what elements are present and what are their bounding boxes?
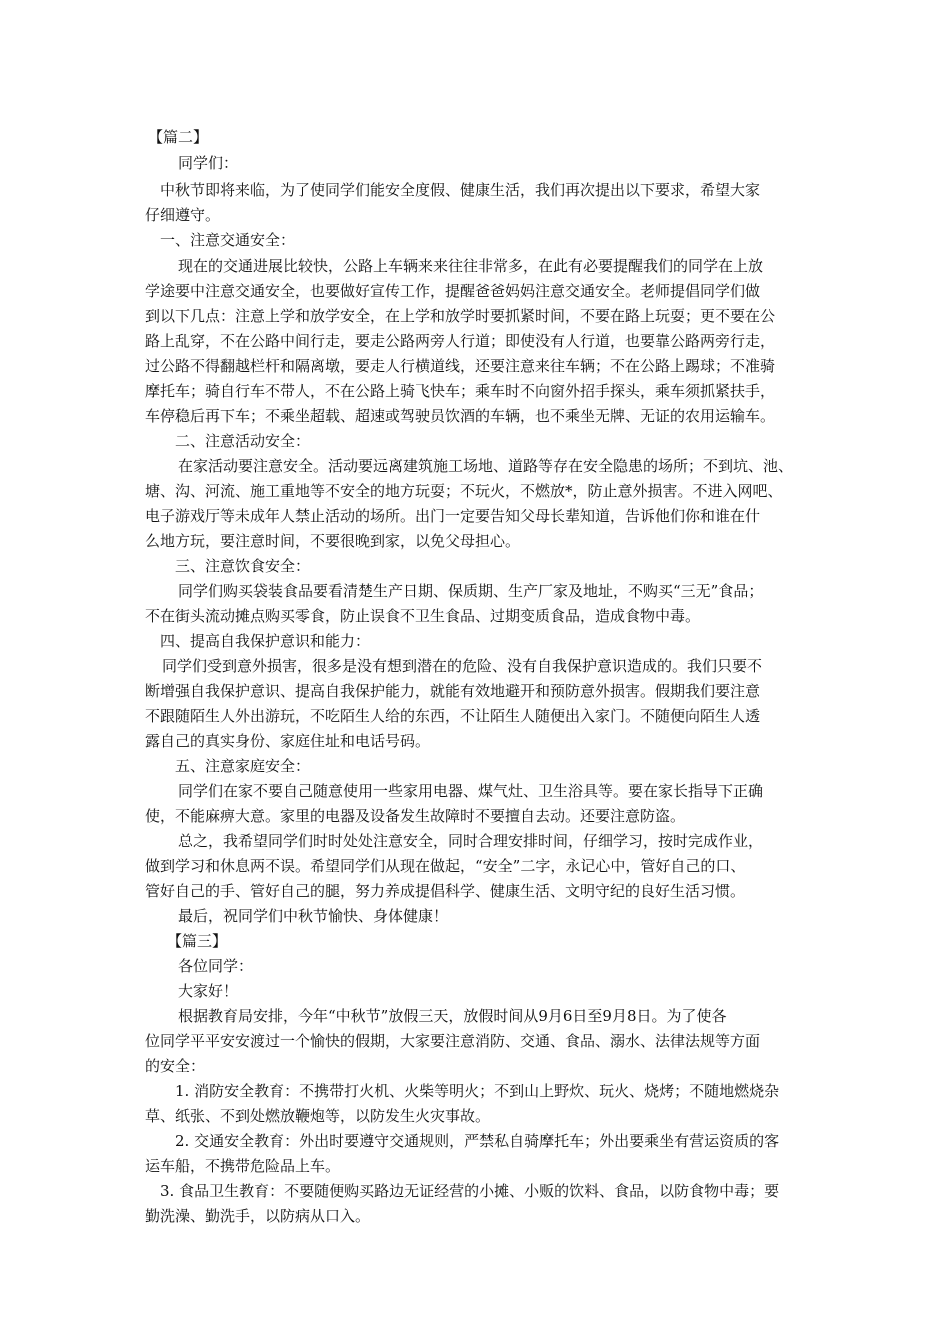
subheading: 二、注意活动安全： <box>175 432 311 450</box>
paragraph-line: 管好自己的手、管好自己的腿，努力养成提倡科学、健康生活、文明守纪的良好生活习惯。 <box>145 882 746 900</box>
paragraph-line: 位同学平平安安渡过一个愉快的假期，大家要注意消防、交通、食品、溺水、法律法规等方面 <box>145 1032 761 1050</box>
paragraph-line: 的安全： <box>145 1057 206 1075</box>
section-heading-2: 【篇二】 <box>148 128 209 146</box>
paragraph-line: 塘、沟、河流、施工重地等不安全的地方玩耍；不玩火，不燃放*，防止意外损害。不进入网吧、 <box>145 482 783 500</box>
salutation: 各位同学： <box>178 957 254 975</box>
paragraph-line: 总之，我希望同学们时时处处注意安全，同时合理安排时间，仔细学习，按时完成作业， <box>178 832 764 850</box>
paragraph-line: 做到学习和休息两不误。希望同学们从现在做起，“安全”二字，永记心中，管好自己的口、 <box>145 857 746 875</box>
paragraph-line: 断增强自我保护意识、提高自我保护能力，就能有效地避开和预防意外损害。假期我们要注意 <box>145 682 761 700</box>
paragraph-line: 仔细遵守。 <box>145 206 221 224</box>
paragraph-line: 同学们在家不要自己随意使用一些家用电器、煤气灶、卫生浴具等。要在家长指导下正确 <box>178 782 764 800</box>
subheading: 三、注意饮食安全： <box>175 557 311 575</box>
section-heading-3: 【篇三】 <box>167 932 228 950</box>
paragraph-line: 在家活动要注意安全。活动要远离建筑施工场地、道路等存在安全隐患的场所；不到坑、池、 <box>178 457 794 475</box>
paragraph-line: 根据教育局安排，今年“中秋节”放假三天，放假时间从9月6日至9月8日。为了使各 <box>178 1007 727 1025</box>
paragraph-line: 车停稳后再下车；不乘坐超载、超速或驾驶员饮酒的车辆，也不乘坐无牌、无证的农用运输车。 <box>145 407 776 425</box>
paragraph-line: 电子游戏厅等未成年人禁止活动的场所。出门一定要告知父母长辈知道，告诉他们你和谁在什 <box>145 507 761 525</box>
paragraph-line: 露自己的真实身份、家庭住址和电话号码。 <box>145 732 431 750</box>
salutation: 同学们： <box>178 154 239 172</box>
subheading: 五、注意家庭安全： <box>175 757 311 775</box>
paragraph-line: 不跟随陌生人外出游玩，不吃陌生人给的东西，不让陌生人随便出入家门。不随便向陌生人透 <box>145 707 761 725</box>
paragraph-line: 不在街头流动摊点购买零食，防止误食不卫生食品、过期变质食品，造成食物中毒。 <box>145 607 701 625</box>
paragraph-line: 到以下几点：注意上学和放学安全，在上学和放学时要抓紧时间，不要在路上玩耍；更不要在公 <box>145 307 776 325</box>
paragraph-line: 使，不能麻痹大意。家里的电器及设备发生故障时不要擅自去动。还要注意防盗。 <box>145 807 686 825</box>
paragraph-line: 学途要中注意交通安全，也要做好宣传工作，提醒爸爸妈妈注意交通安全。老师提倡同学们做 <box>145 282 761 300</box>
list-item: 1. 消防安全教育：不携带打火机、火柴等明火；不到山上野炊、玩火、烧烤；不随地燃烧杂 <box>175 1082 780 1100</box>
paragraph-line: 过公路不得翻越栏杆和隔离墩，要走人行横道线，还要注意来往车辆；不在公路上踢球；不准骑 <box>145 357 776 375</box>
paragraph-line: 同学们受到意外损害，很多是没有想到潜在的危险、没有自我保护意识造成的。我们只要不 <box>162 657 763 675</box>
subheading: 四、提高自我保护意识和能力： <box>160 632 371 650</box>
paragraph-line: 同学们购买袋装食品要看清楚生产日期、保质期、生产厂家及地址，不购买“三无”食品； <box>178 582 764 600</box>
list-item-continuation: 运车船，不携带危险品上车。 <box>145 1157 341 1175</box>
paragraph-line: 摩托车；骑自行车不带人，不在公路上骑飞快车；乘车时不向窗外招手探头，乘车须抓紧扶手， <box>145 382 776 400</box>
paragraph-line: 现在的交通进展比较快，公路上车辆来来往往非常多，在此有必要提醒我们的同学在上放 <box>178 257 764 275</box>
paragraph-line: 最后，祝同学们中秋节愉快、身体健康！ <box>178 907 449 925</box>
list-item: 2. 交通安全教育：外出时要遵守交通规则，严禁私自骑摩托车；外出要乘坐有营运资质的客 <box>175 1132 780 1150</box>
paragraph-line: 中秋节即将来临，为了使同学们能安全度假、健康生活，我们再次提出以下要求，希望大家 <box>160 181 761 199</box>
subheading: 一、注意交通安全： <box>160 231 296 249</box>
paragraph-line: 么地方玩，要注意时间，不要很晚到家，以免父母担心。 <box>145 532 521 550</box>
list-item-continuation: 勤洗澡、勤洗手，以防病从口入。 <box>145 1207 371 1225</box>
list-item-continuation: 草、纸张、不到处燃放鞭炮等，以防发生火灾事故。 <box>145 1107 491 1125</box>
list-item: 3. 食品卫生教育：不要随便购买路边无证经营的小摊、小贩的饮料、食品，以防食物中毒；要 <box>160 1182 780 1200</box>
paragraph-line: 路上乱穿，不在公路中间行走，要走公路两旁人行道；即使没有人行道，也要靠公路两旁行走， <box>145 332 776 350</box>
greeting: 大家好！ <box>178 982 239 1000</box>
